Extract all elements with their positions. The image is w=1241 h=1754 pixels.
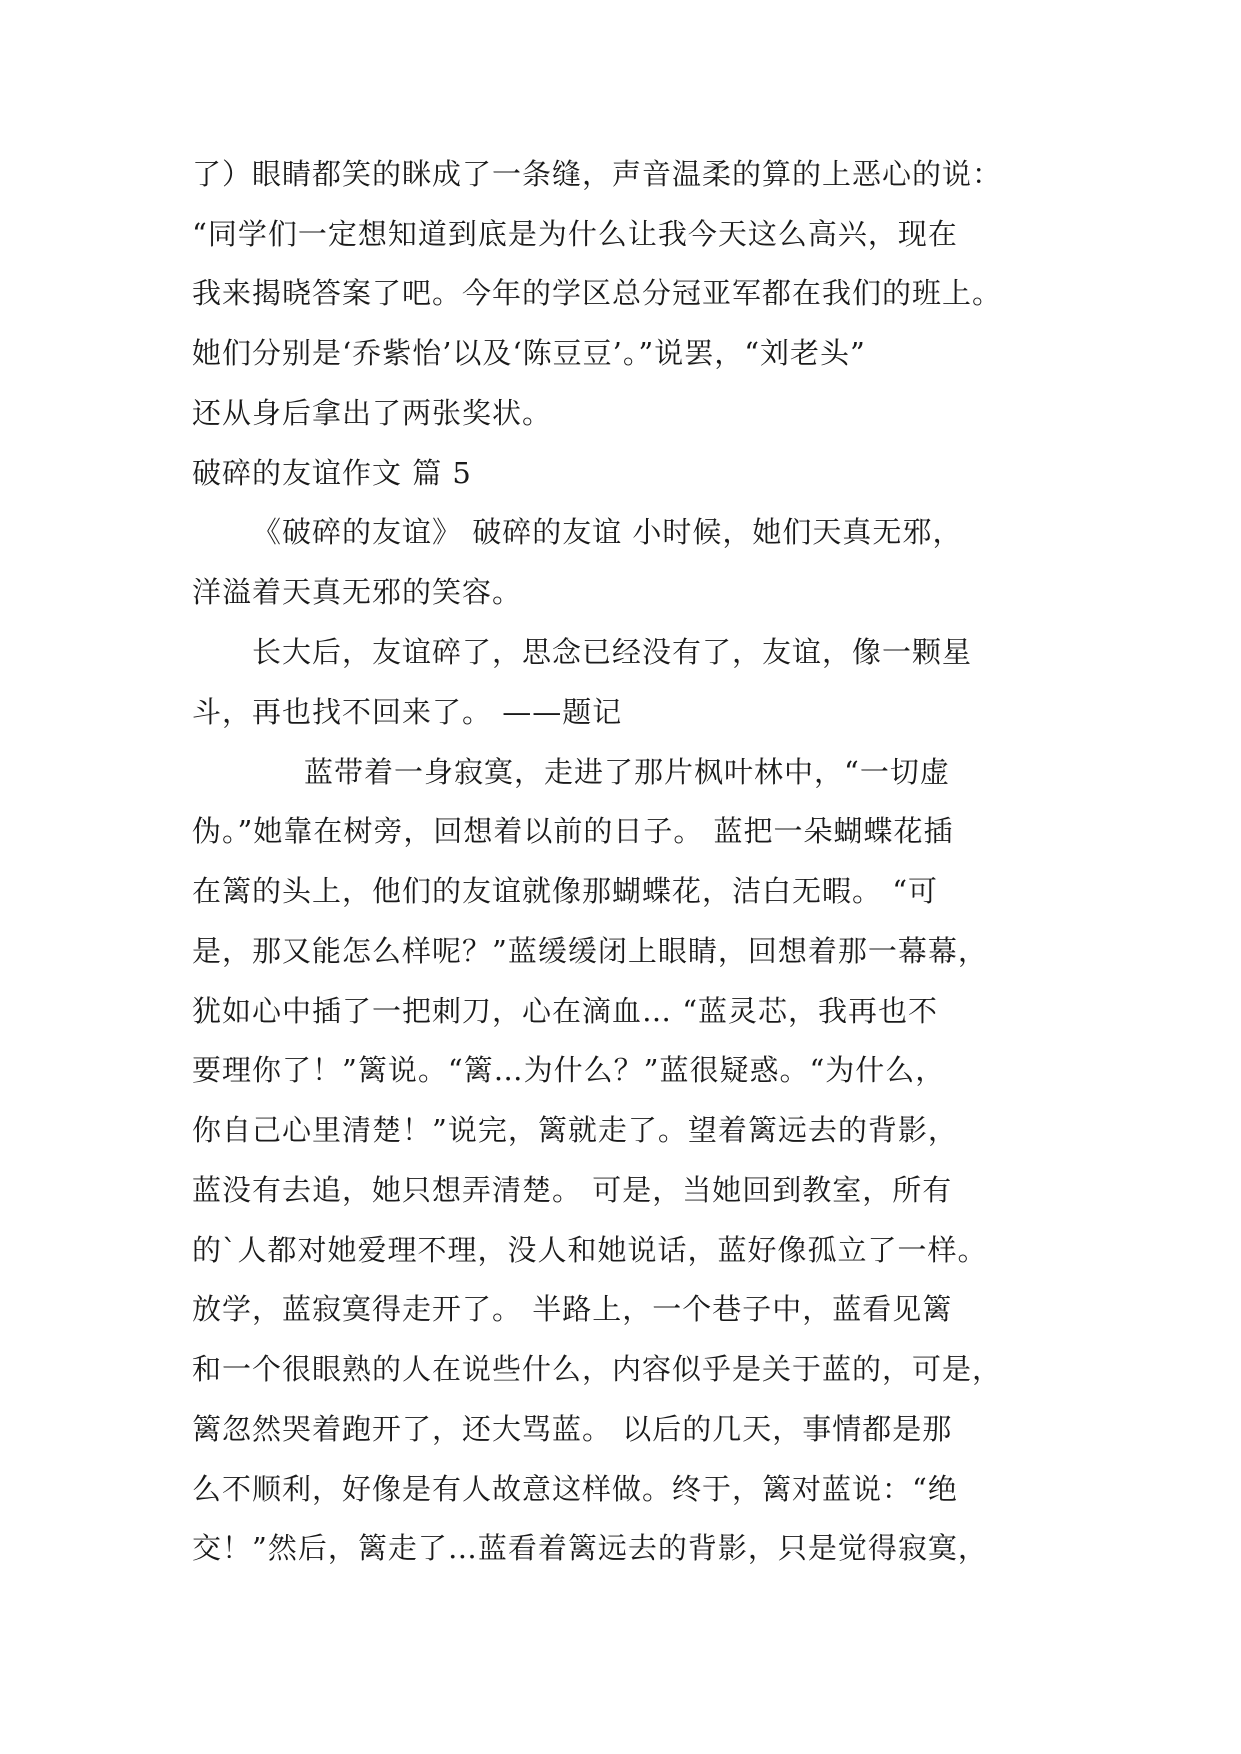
text-line: 的`人都对她爱理不理，没人和她说话，蓝好像孤立了一样。 — [192, 1233, 988, 1267]
text-line: “同学们一定想知道到底是为什么让我今天这么高兴，现在 — [192, 217, 958, 251]
text-line: 长大后，友谊碎了，思念已经没有了，友谊，像一颗星 — [252, 635, 973, 669]
text-line: 洋溢着天真无邪的笑容。 — [192, 575, 523, 609]
text-line: 要理你了！”篱说。“篱…为什么？”蓝很疑惑。“为什么， — [192, 1053, 946, 1087]
text-line: 放学，蓝寂寞得走开了。 半路上，一个巷子中，蓝看见篱 — [192, 1292, 953, 1326]
text-line: 《破碎的友谊》 破碎的友谊 小时候，她们天真无邪， — [252, 515, 963, 549]
text-line: 了）眼睛都笑的眯成了一条缝，声音温柔的算的上恶心的说： — [192, 157, 1003, 191]
text-line: 伪。”她靠在树旁，回想着以前的日子。 蓝把一朵蝴蝶花插 — [192, 814, 954, 848]
text-line: 你自己心里清楚！”说完，篱就走了。望着篱远去的背影， — [192, 1113, 958, 1147]
text-line: 我来揭晓答案了吧。今年的学区总分冠亚军都在我们的班上。 — [192, 276, 1003, 310]
text-line: 篱忽然哭着跑开了，还大骂蓝。 以后的几天，事情都是那 — [192, 1412, 953, 1446]
text-line: 蓝带着一身寂寞，走进了那片枫叶林中，“一切虚 — [304, 755, 950, 789]
section-heading: 破碎的友谊作文 篇 5 — [192, 456, 472, 490]
text-line: 是，那又能怎么样呢？”蓝缓缓闭上眼睛，回想着那一幕幕， — [192, 934, 988, 968]
text-line: 她们分别是‘乔紫怡’以及‘陈豆豆’。”说罢，“刘老头” — [192, 336, 866, 370]
text-line: 么不顺利，好像是有人故意这样做。终于，篱对蓝说：“绝 — [192, 1472, 958, 1506]
text-line: 犹如心中插了一把刺刀，心在滴血… “蓝灵芯，我再也不 — [192, 994, 939, 1028]
text-line: 和一个很眼熟的人在说些什么，内容似乎是关于蓝的，可是， — [192, 1352, 1003, 1386]
text-line: 蓝没有去追，她只想弄清楚。 可是，当她回到教室，所有 — [192, 1173, 953, 1207]
text-line: 斗，再也找不回来了。 ——题记 — [192, 695, 623, 729]
text-line: 在篱的头上，他们的友谊就像那蝴蝶花，洁白无暇。 “可 — [192, 874, 939, 908]
text-line: 还从身后拿出了两张奖状。 — [192, 396, 553, 430]
text-line: 交！”然后，篱走了…蓝看着篱远去的背影，只是觉得寂寞， — [192, 1531, 988, 1565]
